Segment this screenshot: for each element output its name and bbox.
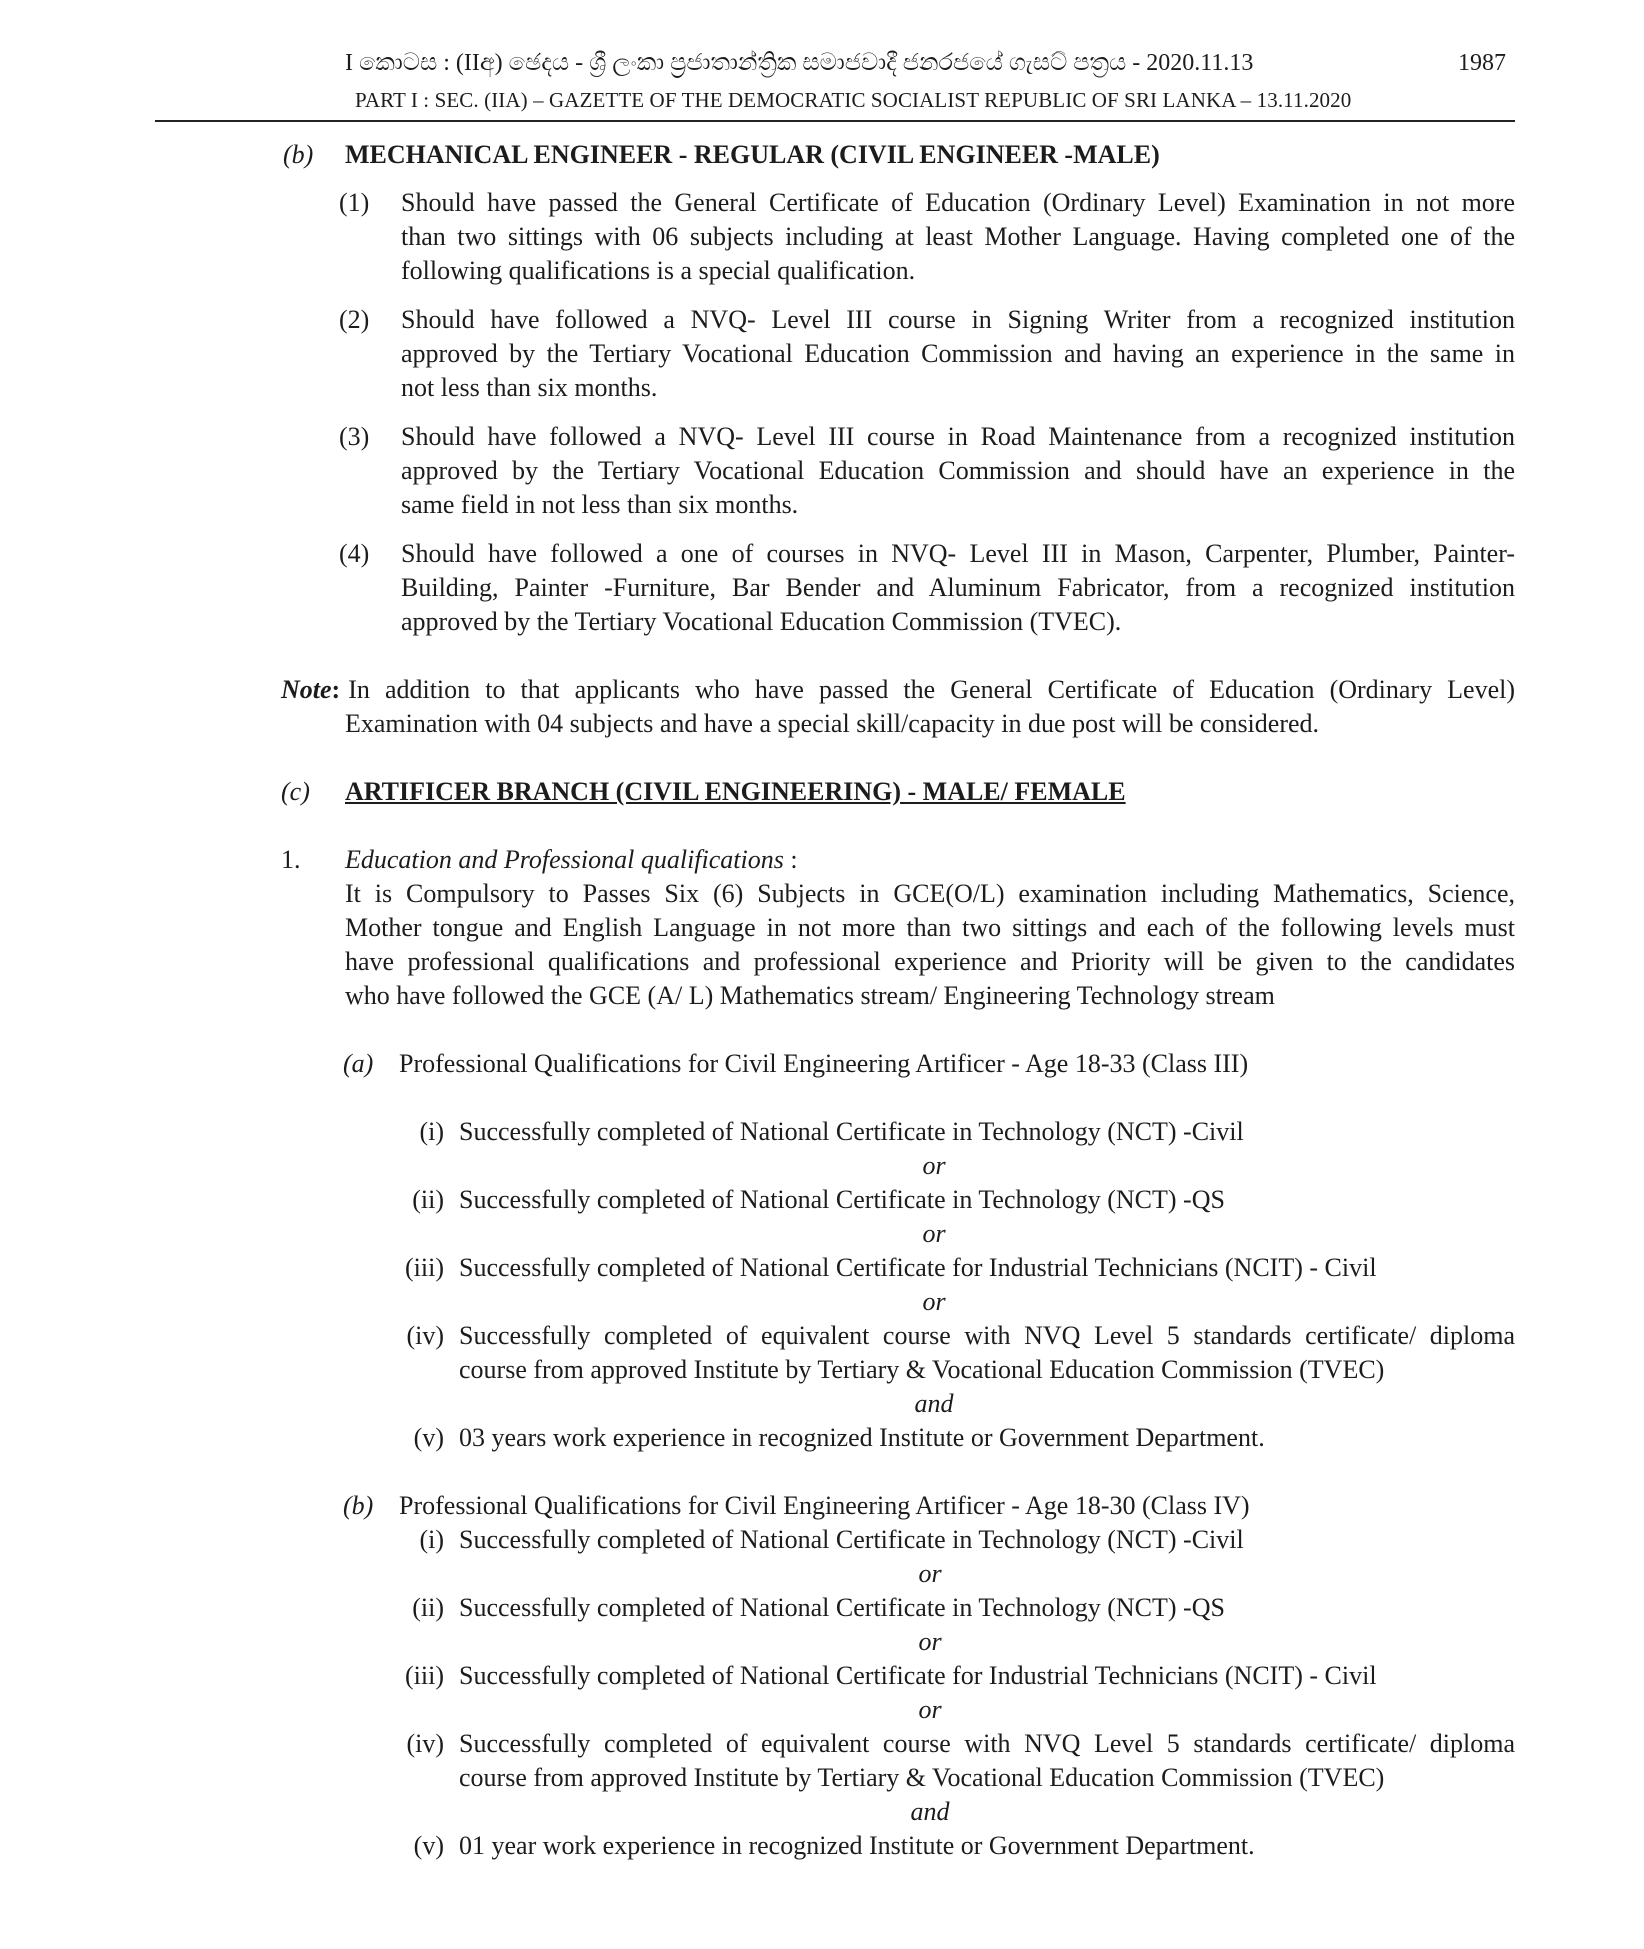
sub-b-conjunction: and bbox=[910, 1797, 950, 1826]
point-1-heading-suffix: : bbox=[783, 845, 798, 874]
sub-a-item-text: Successfully completed of National Certificate in Technology (NCT) -QS bbox=[459, 1185, 1225, 1214]
section-b-item-num: (1) bbox=[339, 188, 370, 217]
sub-a-item-text: Successfully completed of National Certificate in Technology (NCT) -Civil bbox=[459, 1117, 1244, 1146]
sub-b-item-text: Successfully completed of National Certificate in Technology (NCT) -Civil bbox=[459, 1525, 1244, 1554]
sub-a-item-text: Successfully completed of National Certificate for Industrial Technicians (NCIT) - Civil bbox=[459, 1253, 1377, 1282]
section-b-item-line: following qualifications is a special qualification. bbox=[401, 256, 916, 285]
sub-a-item-text: Successfully completed of equivalent course with NVQ Level 5 standards certificate/ diploma bbox=[459, 1321, 1515, 1350]
sub-b-conjunction: or bbox=[918, 1559, 942, 1588]
point-1-heading bbox=[345, 843, 798, 877]
sub-a-item-num: (ii) bbox=[412, 1185, 444, 1214]
sub-b-title: Professional Qualifications for Civil Engineering Artificer - Age 18-30 (Class IV) bbox=[399, 1491, 1250, 1520]
point-1-line: Mother tongue and English Language in not more than two sittings and each of the following levels must bbox=[345, 913, 1515, 942]
sub-a-title: Professional Qualifications for Civil Engineering Artificer - Age 18-33 (Class III) bbox=[399, 1049, 1249, 1078]
section-b-item-line: Should have followed a NVQ- Level III course in Signing Writer from a recognized institution bbox=[401, 305, 1515, 334]
sub-a-conjunction: or bbox=[922, 1219, 946, 1248]
sub-b-conjunction: or bbox=[918, 1627, 942, 1656]
section-b-marker: (b) bbox=[283, 140, 314, 169]
sub-b-item-num: (ii) bbox=[412, 1593, 444, 1622]
sub-b-item-num: (i) bbox=[419, 1525, 444, 1554]
sub-a-item-num: (v) bbox=[413, 1423, 444, 1452]
header-sinhala-line: I කොටස : (IIඅ) ඡෙදය - ශ්‍රී ලංකා ප්‍රජාතාන්ත්‍රික සමාජවාදී ජනරජයේ ගැසට් පත්‍රය - 2020.11.13 bbox=[345, 50, 1254, 76]
section-c-title: ARTIFICER BRANCH (CIVIL ENGINEERING) - MALE/ FEMALE bbox=[345, 777, 1126, 806]
sub-b-item-num: (iv) bbox=[406, 1729, 444, 1758]
header-rule bbox=[155, 120, 1515, 122]
sub-b-item-text: Successfully completed of equivalent course with NVQ Level 5 standards certificate/ diploma bbox=[459, 1729, 1515, 1758]
section-b-item-num: (3) bbox=[339, 422, 370, 451]
page-number: 1987 bbox=[1458, 50, 1506, 76]
note-line: Examination with 04 subjects and have a special skill/capacity in due post will be considered. bbox=[345, 709, 1320, 738]
section-b-item-line: Should have followed a NVQ- Level III course in Road Maintenance from a recognized institution bbox=[401, 422, 1515, 451]
section-b-item-line: Building, Painter -Furniture, Bar Bender and Aluminum Fabricator, from a recognized institution bbox=[401, 573, 1515, 602]
section-c-marker: (c) bbox=[281, 777, 310, 806]
sub-b-item-text-cont: course from approved Institute by Tertiary & Vocational Education Commission (TVEC) bbox=[459, 1763, 1385, 1792]
sub-a-conjunction: or bbox=[922, 1287, 946, 1316]
sub-a-item-num: (iv) bbox=[406, 1321, 444, 1350]
section-b-item-num: (2) bbox=[339, 305, 370, 334]
point-1-line: It is Compulsory to Passes Six (6) Subjects in GCE(O/L) examination including Mathematics, Science, bbox=[345, 879, 1515, 908]
sub-b-marker: (b) bbox=[343, 1491, 374, 1520]
header-english-line: PART I : SEC. (IIA) – GAZETTE OF THE DEMOCRATIC SOCIALIST REPUBLIC OF SRI LANKA – 13.11.2020 bbox=[355, 88, 1352, 112]
section-b-item-line: approved by the Tertiary Vocational Education Commission and having an experience in the same in bbox=[401, 339, 1515, 368]
sub-b-item-text: Successfully completed of National Certificate for Industrial Technicians (NCIT) - Civil bbox=[459, 1661, 1377, 1690]
sub-b-item-num: (iii) bbox=[405, 1661, 444, 1690]
point-1-line: who have followed the GCE (A/ L) Mathematics stream/ Engineering Technology stream bbox=[345, 981, 1275, 1010]
section-b-item-line: approved by the Tertiary Vocational Education Commission (TVEC). bbox=[401, 607, 1122, 636]
section-b-item-line: not less than six months. bbox=[401, 373, 658, 402]
section-b-title: MECHANICAL ENGINEER - REGULAR (CIVIL ENGINEER -MALE) bbox=[345, 140, 1160, 169]
sub-a-item-num: (iii) bbox=[405, 1253, 444, 1282]
note-first-line bbox=[281, 673, 1515, 707]
section-b-item-line: same field in not less than six months. bbox=[401, 490, 799, 519]
point-1-line: have professional qualifications and professional experience and Priority will be given to the candidates bbox=[345, 947, 1515, 976]
sub-a-conjunction: or bbox=[922, 1151, 946, 1180]
point-1-heading-text: Education and Professional qualifications bbox=[345, 845, 784, 874]
sub-b-item-num: (v) bbox=[413, 1831, 444, 1860]
note-line: In addition to that applicants who have passed the General Certificate of Education (Ordinary Level) bbox=[348, 675, 1515, 704]
sub-b-item-text: 01 year work experience in recognized Institute or Government Department. bbox=[459, 1831, 1255, 1860]
section-b-item-num: (4) bbox=[339, 539, 370, 568]
sub-b-conjunction: or bbox=[918, 1695, 942, 1724]
section-b-item-line: than two sittings with 06 subjects including at least Mother Language. Having completed one of the bbox=[401, 222, 1515, 251]
sub-a-marker: (a) bbox=[343, 1049, 374, 1078]
sub-a-item-text: 03 years work experience in recognized Institute or Government Department. bbox=[459, 1423, 1265, 1452]
point-1-num: 1. bbox=[281, 845, 301, 874]
sub-a-item-num: (i) bbox=[419, 1117, 444, 1146]
section-b-item-line: approved by the Tertiary Vocational Education Commission and should have an experience in the bbox=[401, 456, 1515, 485]
section-b-item-line: Should have passed the General Certificate of Education (Ordinary Level) Examination in not more bbox=[401, 188, 1515, 217]
sub-a-item-text-cont: course from approved Institute by Tertiary & Vocational Education Commission (TVEC) bbox=[459, 1355, 1385, 1384]
sub-b-item-text: Successfully completed of National Certificate in Technology (NCT) -QS bbox=[459, 1593, 1225, 1622]
sub-a-conjunction: and bbox=[914, 1389, 954, 1418]
note-colon: : bbox=[331, 675, 341, 704]
note-label: Note bbox=[281, 675, 332, 704]
section-b-item-line: Should have followed a one of courses in NVQ- Level III in Mason, Carpenter, Plumber, Painter- bbox=[401, 539, 1515, 568]
